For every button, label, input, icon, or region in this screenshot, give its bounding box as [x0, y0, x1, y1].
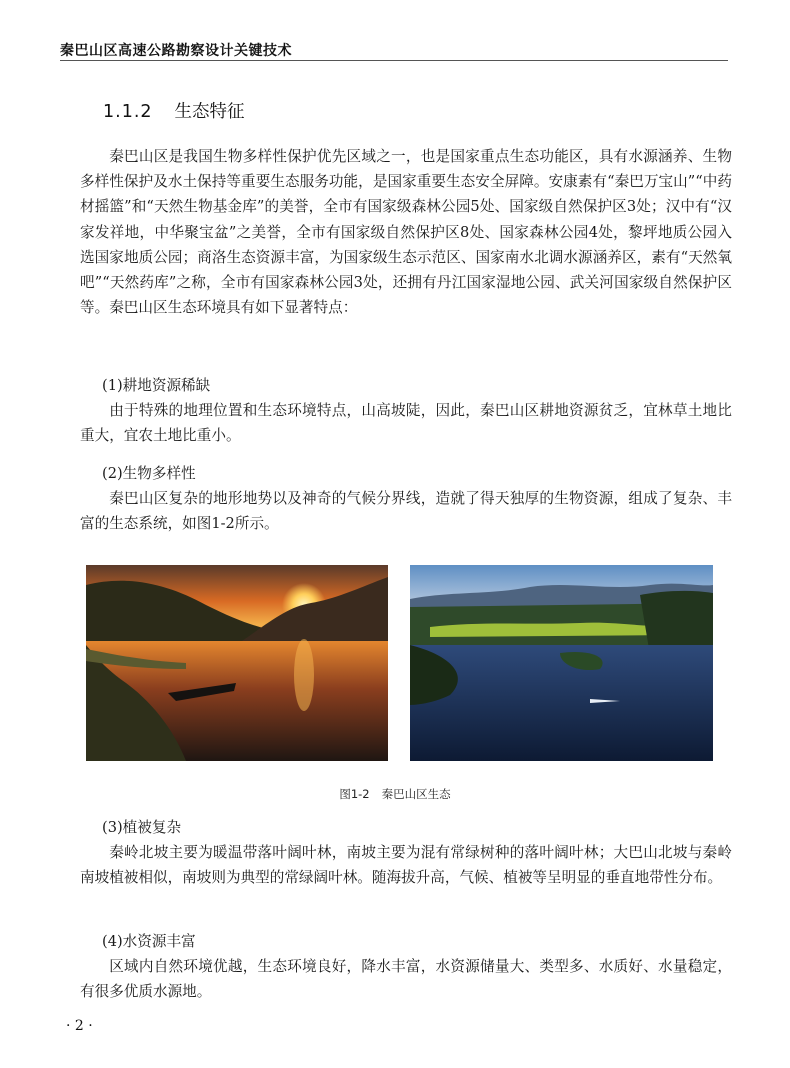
item-paragraph: 区域内自然环境优越，生态环境良好，降水丰富，水资源储量大、类型多、水质好、水量稳定，有很多优质水源地。 — [80, 958, 732, 1001]
item-block-3 — [80, 815, 732, 891]
section-heading — [103, 98, 245, 123]
figure-label: 图1-2 — [339, 787, 370, 801]
item-paragraph: 秦巴山区复杂的地形地势以及神奇的气候分界线，造就了得天独厚的生物资源，组成了复杂、丰富的生态系统，如图1-2所示。 — [80, 490, 732, 533]
item-block-4 — [80, 929, 732, 1005]
page-number: · 2 · — [66, 1018, 93, 1034]
section-number: 1.1.2 — [103, 102, 153, 122]
intro-block — [80, 144, 732, 320]
item-heading: (2)生物多样性 — [102, 465, 196, 482]
intro-paragraph: 秦巴山区是我国生物多样性保护优先区域之一，也是国家重点生态功能区，具有水源涵养、生物多样性保护及水土保持等重要生态服务功能，是国家重要生态安全屏障。安康素有“秦巴万宝山”“中药材摇篮”和“天然生物基金库”的美誉，全市有国家级森林公园5处、国家级自然保护区3处；汉中有“汉家发祥地，中华聚宝盆”之美誉，全市有国家级自然保护区8处、国家森林公园4处，黎坪地质公园入选国家地质公园；商洛生态资源丰富，为国家级生态示范区、国家南水北调水源涵养区，素有“天然氧吧”“天然药库”之称，全市有国家森林公园3处，还拥有丹江国家湿地公园、武关河国家级自然保护区等。秦巴山区生态环境具有如下显著特点： — [80, 148, 732, 317]
section-title: 生态特征 — [174, 102, 245, 122]
figure-caption — [0, 786, 790, 802]
sunset-lake-photo — [86, 565, 388, 761]
item-heading: (4)水资源丰富 — [102, 933, 196, 950]
item-paragraph: 由于特殊的地理位置和生态环境特点，山高坡陡，因此，秦巴山区耕地资源贫乏，宜林草土地比重大，宜农土地比重小。 — [80, 402, 732, 445]
header-rule — [60, 60, 728, 61]
item-heading: (3)植被复杂 — [102, 819, 182, 836]
running-head: 秦巴山区高速公路勘察设计关键技术 — [60, 43, 292, 59]
mountain-lake-illustration — [410, 565, 713, 761]
mountain-lake-photo — [410, 565, 713, 761]
item-paragraph: 秦岭北坡主要为暖温带落叶阔叶林，南坡主要为混有常绿树种的落叶阔叶林；大巴山北坡与秦岭南坡植被相似，南坡则为典型的常绿阔叶林。随海拔升高，气候、植被等呈明显的垂直地带性分布。 — [80, 844, 732, 887]
item-block-2 — [80, 461, 732, 537]
sunset-lake-illustration — [86, 565, 388, 761]
item-heading: (1)耕地资源稀缺 — [102, 377, 211, 394]
item-block-1 — [80, 373, 732, 449]
figure-caption-text: 秦巴山区生态 — [381, 787, 451, 801]
